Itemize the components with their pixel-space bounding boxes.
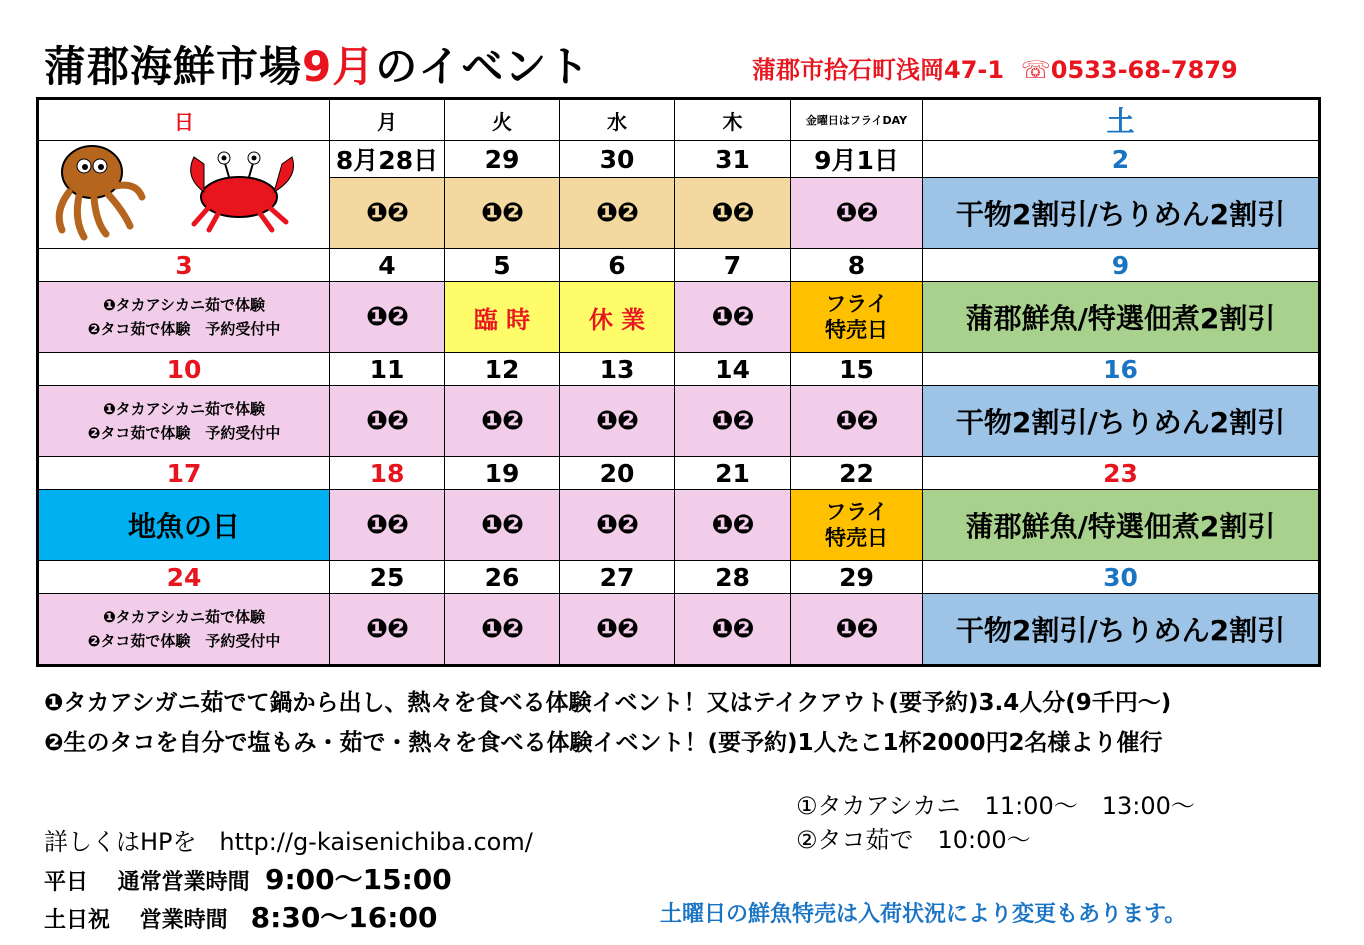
- event-cell: ❶❷: [330, 282, 445, 353]
- title-month: 9月: [302, 42, 376, 91]
- date-cell-sun: 17: [38, 457, 330, 490]
- date-cell: 15: [791, 353, 923, 386]
- date-cell: 22: [791, 457, 923, 490]
- address: 蒲郡市拾石町浅岡47-1: [752, 56, 1005, 84]
- date-row: [38, 141, 1320, 178]
- date-cell: 31: [675, 141, 791, 178]
- event-cell: ❶❷: [675, 386, 791, 457]
- event-cell: ❶❷: [445, 490, 560, 561]
- crab-schedule: ①タカアシカニ 11:00～ 13:00～: [796, 792, 1195, 820]
- holiday-time: 8:30～16:00: [250, 901, 438, 934]
- title-suffix: のイベント: [375, 42, 591, 91]
- saturday-sale-cell: 干物2割引/ちりめん2割引: [923, 594, 1320, 666]
- date-cell-sun: 3: [38, 249, 330, 282]
- date-cell: 29: [791, 561, 923, 594]
- closed-cell: 臨 時: [445, 282, 560, 353]
- octopus-illustration: [59, 146, 142, 237]
- weekday-mon: 月: [330, 99, 445, 141]
- store-address-line: [752, 50, 1238, 85]
- event-cell: ❶❷: [791, 594, 923, 666]
- title-main: 蒲郡海鮮市場: [44, 42, 303, 91]
- event-note-1: ❶タカアシガニ茹でて鍋から出し、熱々を食べる体験イベント！又はテイクアウト(要予約)3.4人分(9千円～): [44, 690, 1172, 716]
- octopus-schedule: ②タコ茹で 10:00～: [796, 826, 1031, 854]
- date-cell: 6: [560, 249, 675, 282]
- octopus-crab-illustration: [44, 142, 324, 242]
- event-cell: ❶❷: [330, 386, 445, 457]
- saturday-sale-cell: 干物2割引/ちりめん2割引: [923, 178, 1320, 249]
- crab-illustration: [191, 152, 294, 230]
- closed-cell: 休 業: [560, 282, 675, 353]
- date-cell: 13: [560, 353, 675, 386]
- event-row: [38, 490, 1320, 561]
- weekday-hours: [44, 858, 452, 898]
- holiday-hours: [44, 896, 437, 936]
- date-cell: 8: [791, 249, 923, 282]
- event-cell: ❶❷: [675, 282, 791, 353]
- illustration-cell: [38, 141, 330, 249]
- weekday-wed: 水: [560, 99, 675, 141]
- date-cell-sun: 24: [38, 561, 330, 594]
- weekday-sat: 土: [923, 99, 1320, 141]
- date-cell-holiday: 18: [330, 457, 445, 490]
- event-cell: ❶❷: [675, 178, 791, 249]
- date-row: [38, 561, 1320, 594]
- hp-link[interactable]: http://g-kaisenichiba.com/: [219, 828, 533, 856]
- weekday-label: 平日 通常営業時間: [44, 870, 250, 895]
- event-cell: ❶❷: [560, 594, 675, 666]
- date-row: [38, 353, 1320, 386]
- event-cell: ❶❷: [675, 594, 791, 666]
- date-cell: 21: [675, 457, 791, 490]
- date-cell: 20: [560, 457, 675, 490]
- event-cell: ❶❷: [330, 178, 445, 249]
- date-cell: 27: [560, 561, 675, 594]
- date-cell-sun: 10: [38, 353, 330, 386]
- saturday-sale-cell: 蒲郡鮮魚/特選佃煮2割引: [923, 490, 1320, 561]
- date-row: [38, 249, 1320, 282]
- event-cell: ❶❷: [560, 490, 675, 561]
- date-cell: 4: [330, 249, 445, 282]
- event-cell: ❶❷: [445, 178, 560, 249]
- saturday-sale-cell: 蒲郡鮮魚/特選佃煮2割引: [923, 282, 1320, 353]
- event-cell: ❶❷: [791, 386, 923, 457]
- date-row: [38, 457, 1320, 490]
- event-note-2: ❷生のタコを自分で塩もみ・茹で・熱々を食べる体験イベント！(要予約)1人たこ1杯2000円2名様より催行: [44, 730, 1163, 756]
- date-cell: 7: [675, 249, 791, 282]
- date-cell: 5: [445, 249, 560, 282]
- date-cell: 8月28日: [330, 141, 445, 178]
- saturday-sale-cell: 干物2割引/ちりめん2割引: [923, 386, 1320, 457]
- date-cell: 29: [445, 141, 560, 178]
- sunday-experience-cell: ❶タカアシカニ茹で体験 ❷タコ茹で体験 予約受付中: [38, 282, 330, 353]
- weekday-header-row: [38, 99, 1320, 141]
- date-cell: 14: [675, 353, 791, 386]
- hp-info: [44, 822, 533, 857]
- saturday-notice: 土曜日の鮮魚特売は入荷状況により変更もあります。: [660, 902, 1187, 927]
- date-cell: 9月1日: [791, 141, 923, 178]
- weekday-sun: 日: [38, 99, 330, 141]
- event-cell: ❶❷: [445, 594, 560, 666]
- date-cell-sat: 9: [923, 249, 1320, 282]
- date-cell-sat: 30: [923, 561, 1320, 594]
- date-cell: 25: [330, 561, 445, 594]
- date-cell-sat: 2: [923, 141, 1320, 178]
- date-cell: 28: [675, 561, 791, 594]
- fry-sale-cell: フライ 特売日: [791, 282, 923, 353]
- event-cell: ❶❷: [560, 178, 675, 249]
- local-fish-day-cell: 地魚の日: [38, 490, 330, 561]
- weekday-fri: 金曜日はフライDAY: [791, 99, 923, 141]
- weekday-tue: 火: [445, 99, 560, 141]
- event-row: [38, 282, 1320, 353]
- phone-number: 0533-68-7879: [1050, 56, 1238, 84]
- date-cell: 30: [560, 141, 675, 178]
- event-cell: ❶❷: [445, 386, 560, 457]
- event-row: [38, 386, 1320, 457]
- event-row: [38, 594, 1320, 666]
- event-cell: ❶❷: [791, 178, 923, 249]
- date-cell: 19: [445, 457, 560, 490]
- event-cell: ❶❷: [330, 490, 445, 561]
- date-cell-sat: 16: [923, 353, 1320, 386]
- weekday-time: 9:00～15:00: [265, 863, 452, 896]
- sunday-experience-cell: ❶タカアシカニ茹で体験 ❷タコ茹で体験 予約受付中: [38, 594, 330, 666]
- date-cell: 26: [445, 561, 560, 594]
- fry-sale-cell: フライ 特売日: [791, 490, 923, 561]
- date-cell: 12: [445, 353, 560, 386]
- phone-icon: ☏: [1020, 56, 1051, 84]
- page-title: [44, 34, 590, 94]
- date-cell: 11: [330, 353, 445, 386]
- date-cell-sat-holiday: 23: [923, 457, 1320, 490]
- event-calendar: [36, 97, 1321, 667]
- event-cell: ❶❷: [330, 594, 445, 666]
- sunday-experience-cell: ❶タカアシカニ茹で体験 ❷タコ茹で体験 予約受付中: [38, 386, 330, 457]
- event-cell: ❶❷: [675, 490, 791, 561]
- event-cell: ❶❷: [560, 386, 675, 457]
- hp-label: 詳しくはHPを: [44, 828, 197, 856]
- weekday-thu: 木: [675, 99, 791, 141]
- holiday-label: 土日祝 営業時間: [44, 908, 228, 933]
